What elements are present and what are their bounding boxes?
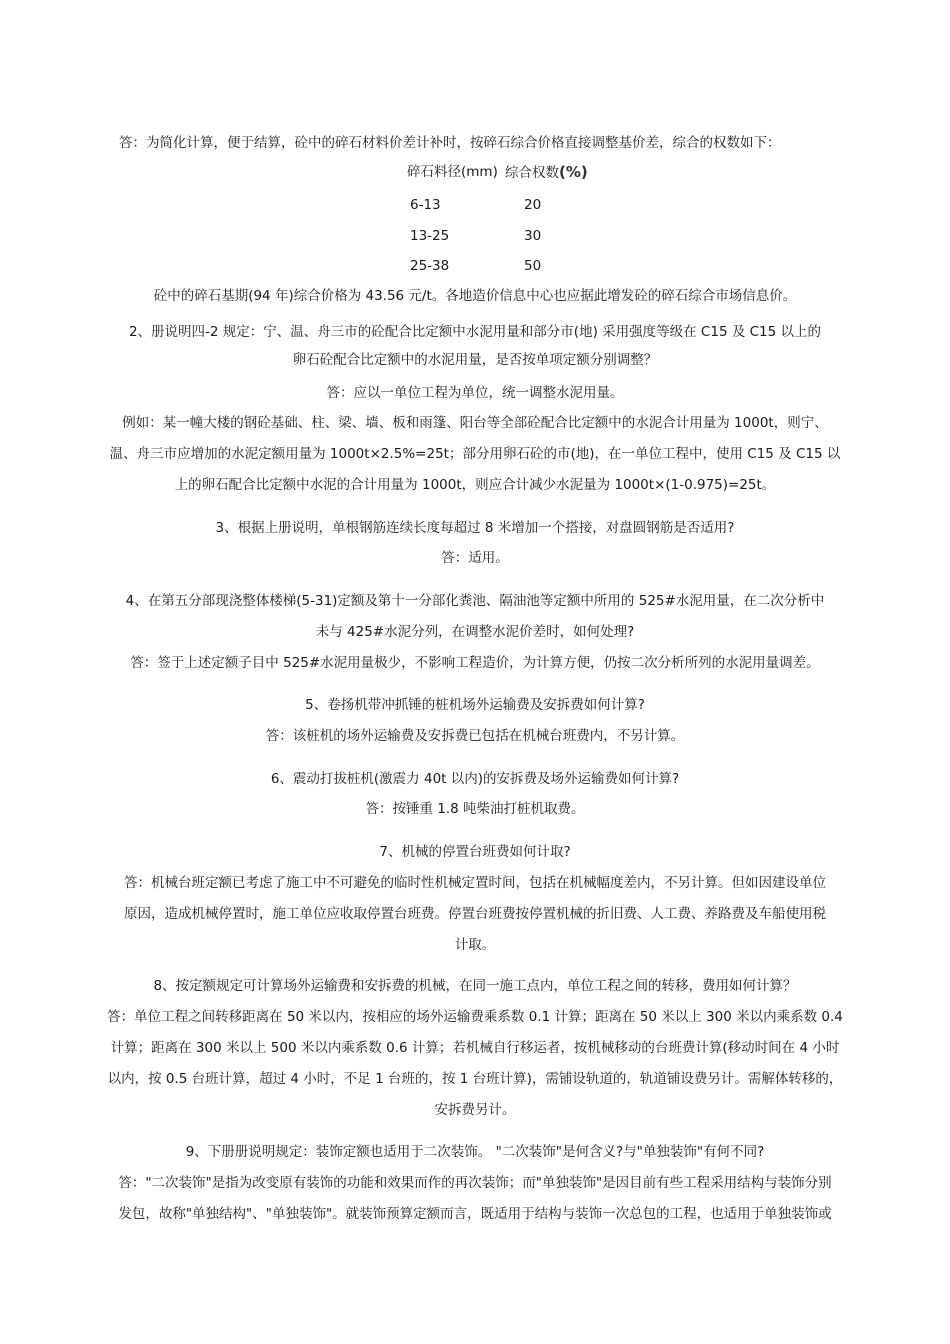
q8-question: 8、按定额规定可计算场外运输费和安拆费的机械，在同一施工点内，单位工程之间的转移，费用如何计算？ [153,978,797,994]
q9-answer-line2: 发包，故称"单独结构"、"单独装饰"。就装饰预算定额而言，既适用于结构与装饰一次总包的工程，也适用于单独装饰或 [118,1206,832,1222]
q6-question: 6、震动打拔桩机(激震力 40t 以内)的安拆费及场外运输费如何计算? [270,771,680,787]
percent-unit: (%) [559,163,588,181]
q8-answer-line1: 答：单位工程之间转移距离在 50 米以内，按相应的场外运输费乘系数 0.1 计算；距离在 50 米以上 300 米以内乘系数 0.4 [107,1009,843,1025]
q5-answer: 答：该桩机的场外运输费及安拆费已包括在机械台班费内，不另计算。 [265,728,685,744]
table-cell-size: 13-25 [410,228,450,244]
table-header-size: 碎石料径(mm) [407,164,498,180]
q2-answer: 答：应以一单位工程为单位，统一调整水泥用量。 [326,385,624,401]
q2-question-line1: 2、册说明四-2 规定：宁、温、舟三市的砼配合比定额中水泥用量和部分市(地) 采用强度等级在 C15 及 C15 以上的 [128,324,822,340]
q2-example-line1: 例如：某一幢大楼的钢砼基础、柱、梁、墙、板和雨篷、阳台等全部砼配合比定额中的水泥合计用量为 1000t，则宁、 [122,415,828,431]
q2-example-line2: 温、舟三市应增加的水泥定额用量为 1000t×2.5%=25t；部分用卵石砼的市(地)，在一单位工程中，使用 C15 及 C15 以 [109,446,841,462]
q2-question-line2: 卵石砼配合比定额中的水泥用量，是否按单项定额分别调整？ [292,352,658,368]
q7-answer-line1: 答：机械台班定额已考虑了施工中不可避免的临时性机械定置时间，包括在机械幅度差内，不另计算。但如因建设单位 [124,875,826,891]
q7-question: 7、机械的停置台班费如何计取? [379,844,571,860]
q6-answer: 答：按锤重 1.8 吨柴油打桩机取费。 [365,801,585,817]
table-header-weight: 综合权数(%) [505,163,588,181]
table-cell-weight: 30 [524,228,542,244]
q8-answer-line2: 计算；距离在 300 米以上 500 米以内乘系数 0.6 计算；若机械自行移运者，按机械移动的台班费计算(移动时间在 4 小时 [110,1040,840,1056]
q4-answer: 答：签于上述定额子目中 525#水泥用量极少，不影响工程造价，为计算方便，仍按二次分析所列的水泥用量调差。 [130,655,820,671]
table-cell-size: 6-13 [410,197,441,213]
q3-answer: 答：适用。 [441,550,509,566]
q8-answer-line3: 以内，按 0.5 台班计算，超过 4 小时，不足 1 台班的，按 1 台班计算)，需铺设轨道的，轨道铺设费另计。需解体转移的， [107,1071,843,1087]
q7-answer-line2: 原因，造成机械停置时，施工单位应收取停置台班费。停置台班费按停置机械的折旧费、人工费、养路费及车船使用税 [124,906,826,922]
q8-answer-line4: 安拆费另计。 [434,1102,516,1118]
q3-question: 3、根据上册说明，单根钢筋连续长度每超过 8 米增加一个搭接，对盘圆钢筋是否适用? [215,520,735,536]
q5-question: 5、卷扬机带冲抓锤的桩机场外运输费及安拆费如何计算? [305,697,645,713]
q9-answer-line1: 答："二次装饰"是指为改变原有装饰的功能和效果而作的再次装饰；而"单独装饰"是因目前有些工程采用结构与装饰分别 [118,1175,832,1191]
q4-question-line2: 未与 425#水泥分列，在调整水泥价差时，如何处理? [315,624,635,640]
intro-note: 砼中的碎石基期(94 年)综合价格为 43.56 元/t。各地造价信息中心也应据此增发砼的碎石综合市场信息价。 [153,288,797,304]
table-cell-weight: 50 [524,258,542,274]
q7-answer-line3: 计取。 [454,937,496,953]
table-cell-weight: 20 [524,197,542,213]
q9-question: 9、下册册说明规定：装饰定额也适用于二次装饰。 "二次装饰"是何含义?与"单独装饰"有何不同? [185,1144,765,1160]
q2-example-line3: 上的卵石配合比定额中水泥的合计用量为 1000t，则应合计减少水泥量为 1000t×(1-0.975)=25t。 [174,477,776,493]
intro-answer: 答：为简化计算，便于结算，砼中的碎石材料价差计补时，按碎石综合价格直接调整基价差，综合的权数如下： [119,135,781,151]
q4-question-line1: 4、在第五分部现浇整体楼梯(5-31)定额及第十一分部化粪池、隔油池等定额中所用的 525#水泥用量，在二次分析中 [125,593,825,609]
table-cell-size: 25-38 [410,258,450,274]
